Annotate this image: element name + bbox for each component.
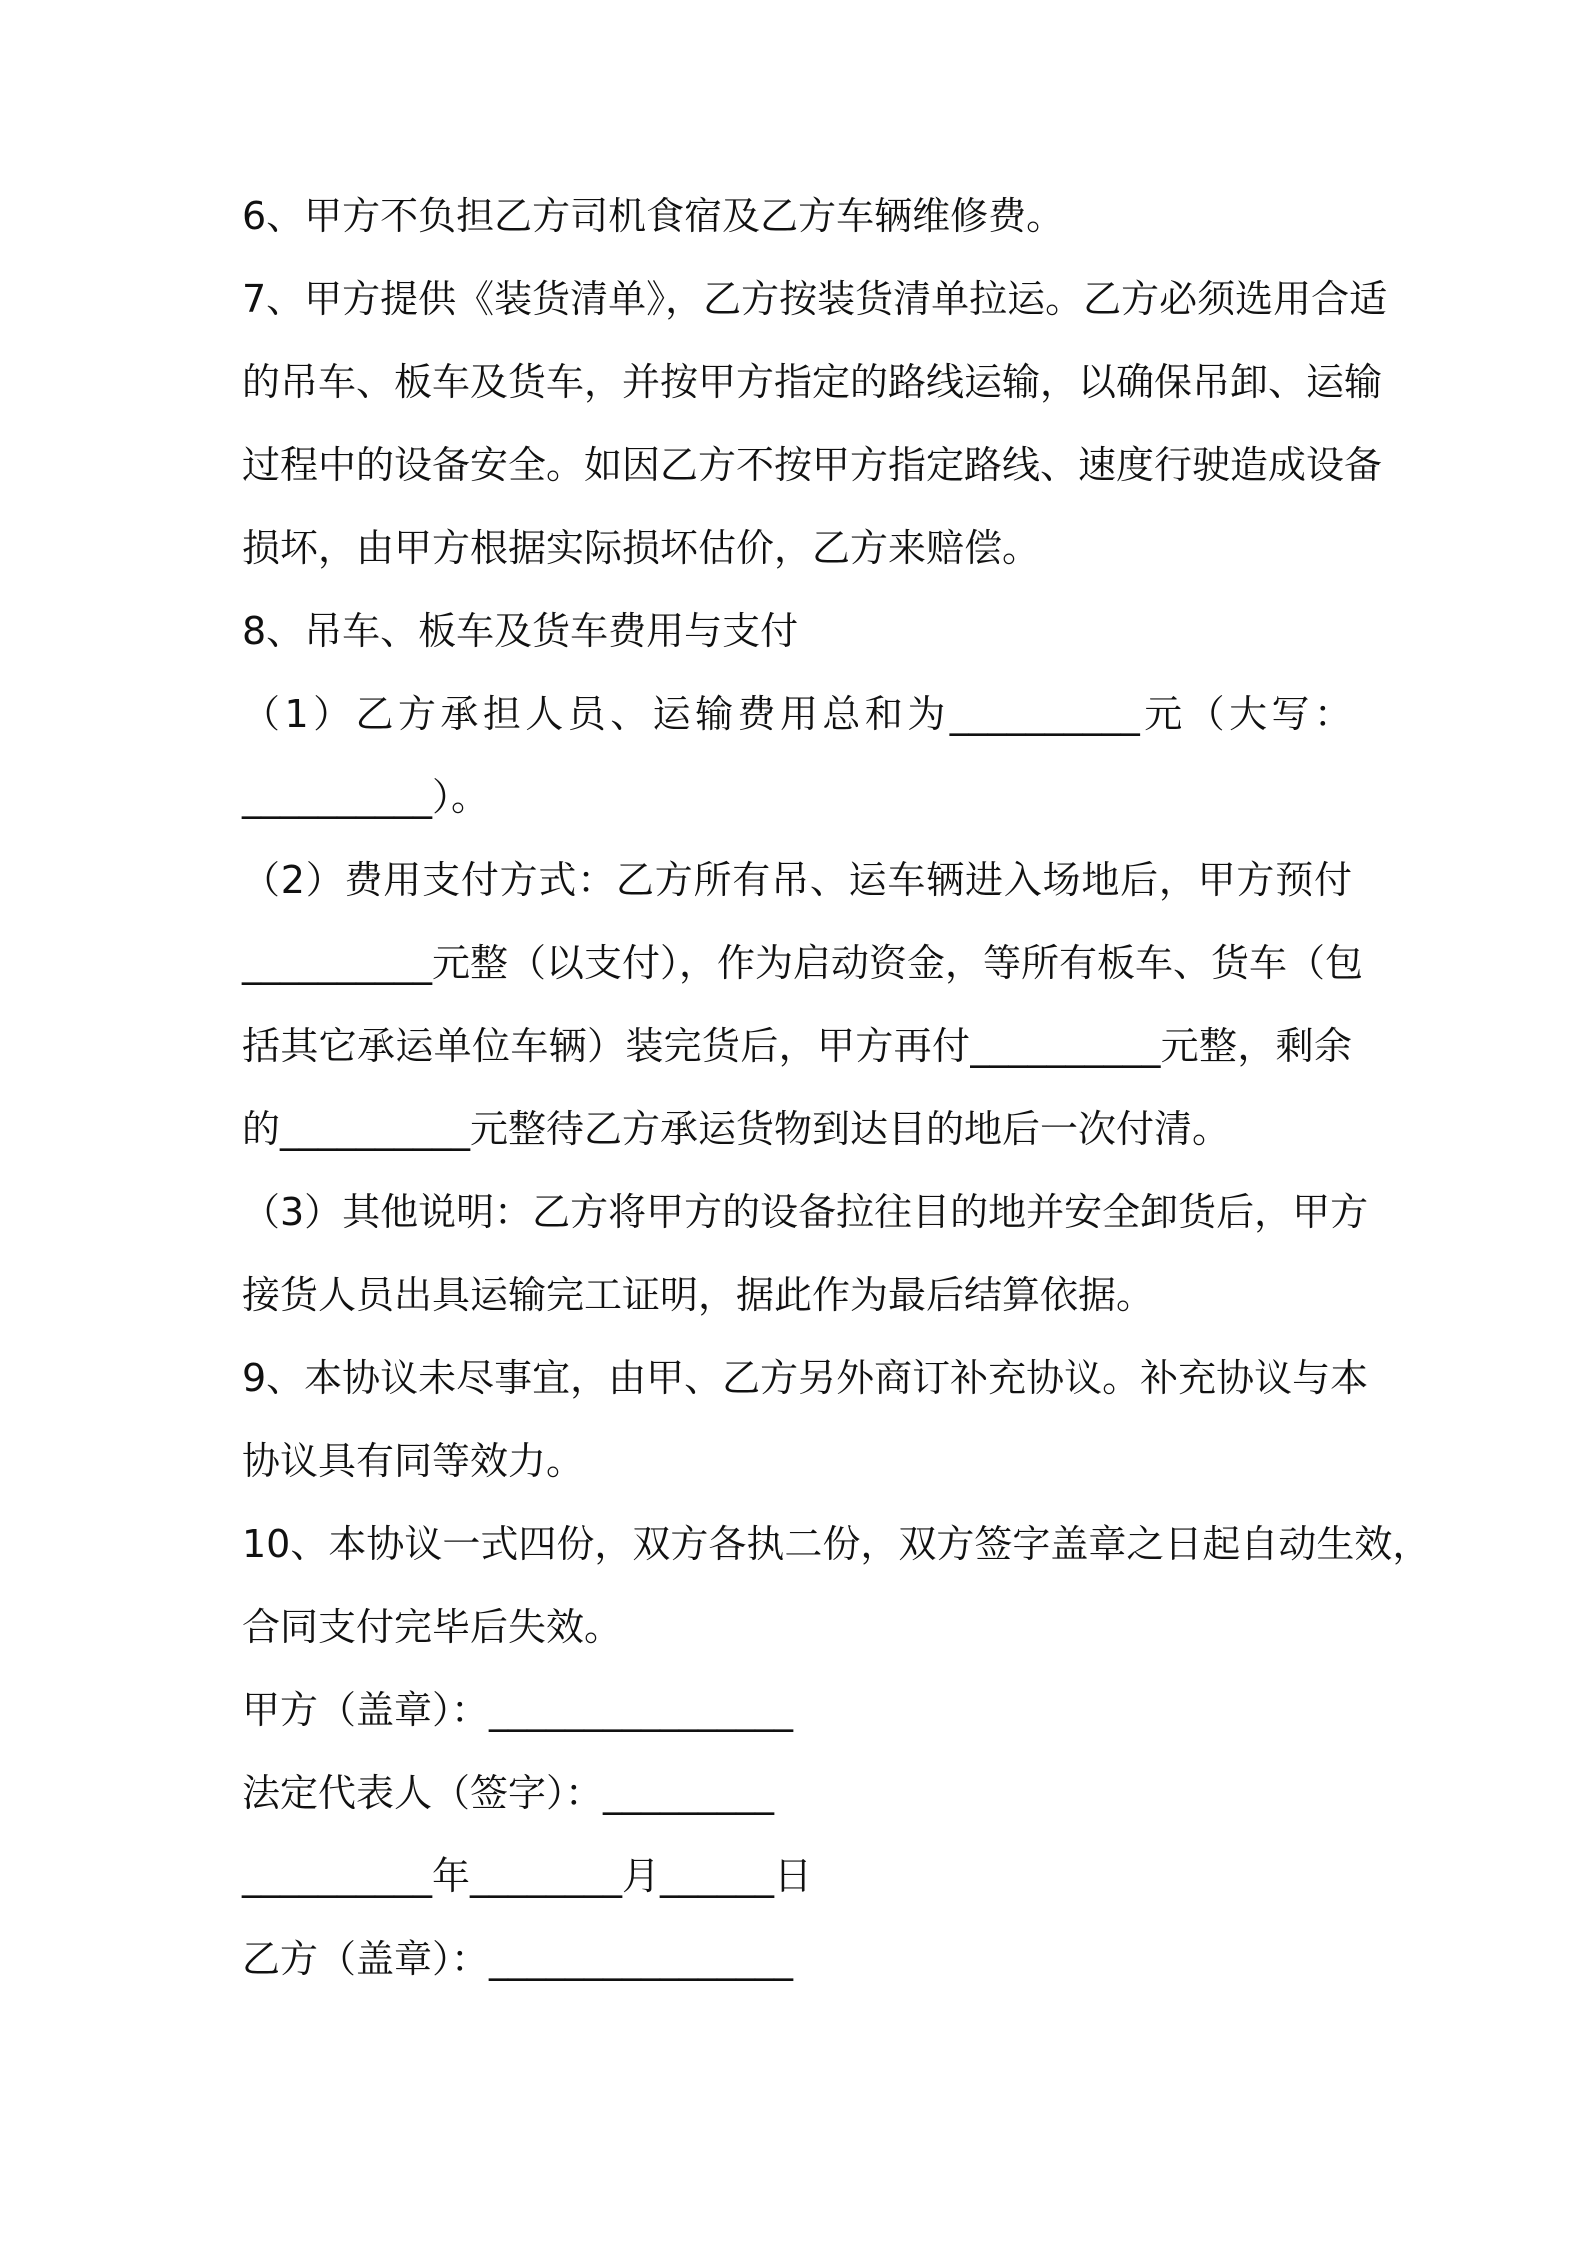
clause-8-2-line-4: 的__________元整待乙方承运货物到达目的地后一次付清。: [242, 1107, 1231, 1151]
party-a-seal-line: 甲方（盖章）：________________: [242, 1688, 794, 1732]
clause-8-2-line-3: 括其它承运单位车辆）装完货后，甲方再付__________元整，剩余: [242, 1024, 1352, 1068]
clause-9-line-1: 9、本协议未尽事宜，由甲、乙方另外商订补充协议。补充协议与本: [242, 1356, 1369, 1400]
date-line: __________年________月______日: [242, 1854, 813, 1898]
clause-9-line-2: 协议具有同等效力。: [242, 1439, 585, 1483]
clause-8-3-line-1: （3）其他说明：乙方将甲方的设备拉往目的地并安全卸货后，甲方: [242, 1190, 1369, 1234]
clause-8-3-line-2: 接货人员出具运输完工证明，据此作为最后结算依据。: [242, 1273, 1155, 1317]
clause-10-line-1: 10、本协议一式四份，双方各执二份，双方签字盖章之日起自动生效，: [242, 1522, 1431, 1566]
clause-7-line-1: 7、甲方提供《装货清单》，乙方按装货清单拉运。乙方必须选用合适: [242, 277, 1388, 321]
clause-7-line-3: 过程中的设备安全。如因乙方不按甲方指定路线、速度行驶造成设备: [242, 443, 1383, 487]
clause-10-line-2: 合同支付完毕后失效。: [242, 1605, 623, 1649]
clause-8-2-line-2: __________元整（以支付），作为启动资金，等所有板车、货车（包: [242, 941, 1364, 985]
party-b-seal-line: 乙方（盖章）：________________: [242, 1937, 794, 1981]
clause-8-heading: 8、吊车、板车及货车费用与支付: [242, 609, 799, 653]
clause-8-1-line-1: （1）乙方承担人员、运输费用总和为__________元（大写：: [242, 692, 1352, 736]
clause-8-2-line-1: （2）费用支付方式：乙方所有吊、运车辆进入场地后，甲方预付: [242, 858, 1352, 902]
clause-7-line-4: 损坏，由甲方根据实际损坏估价，乙方来赔偿。: [242, 526, 1041, 570]
clause-7-line-2: 的吊车、板车及货车，并按甲方指定的路线运输，以确保吊卸、运输: [242, 360, 1383, 404]
clause-6: 6、甲方不负担乙方司机食宿及乙方车辆维修费。: [242, 194, 1065, 238]
clause-8-1-line-2: __________）。: [242, 775, 490, 819]
legal-representative-signature-line: 法定代表人（签字）：_________: [242, 1771, 775, 1815]
